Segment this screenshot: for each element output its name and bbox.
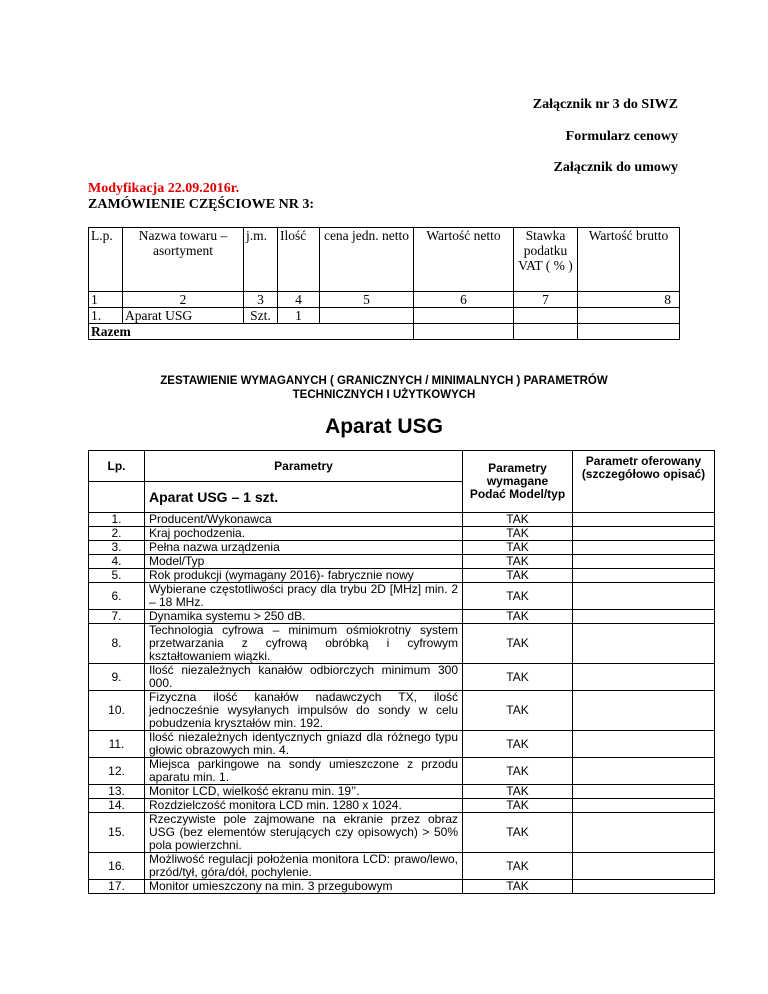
param-lp: 11. [89, 731, 145, 758]
param-offered-input[interactable] [573, 583, 715, 610]
col-offered-header: Parametr oferowany (szczegółowo opisać) [573, 451, 715, 513]
param-offered-input[interactable] [573, 813, 715, 853]
annex-title: Załącznik nr 3 do SIWZ [532, 97, 678, 112]
param-lp: 12. [89, 758, 145, 785]
required-label: Parametry wymagane [486, 461, 549, 488]
param-lp: 15. [89, 813, 145, 853]
total-gross [578, 324, 680, 340]
num-cell: 2 [123, 292, 244, 308]
params-title-line2: TECHNICZNYCH I UŻYTKOWYCH [292, 389, 476, 401]
col-lp: L.p. [89, 228, 123, 292]
param-row [89, 691, 715, 731]
num-cell: 5 [320, 292, 414, 308]
param-offered-input[interactable] [573, 624, 715, 664]
param-offered-input[interactable] [573, 513, 715, 527]
param-required: TAK [463, 691, 573, 731]
param-text: Fizyczna ilość kanałów nadawczych TX, ilość jednocześnie wysyłanych impulsów do sondy w celu pobudzenia kryształów min. 192. [145, 691, 463, 731]
price-header-row [89, 228, 680, 292]
param-text: Producent/Wykonawca [145, 513, 463, 527]
param-lp: 1. [89, 513, 145, 527]
param-offered-input[interactable] [573, 555, 715, 569]
param-row [89, 664, 715, 691]
param-row [89, 880, 715, 894]
col-name: Nazwa towaru – asortyment [123, 228, 244, 292]
param-text: Wybierane częstotliwości pracy dla trybu 2D [MHz] min. 2 – 18 MHz. [145, 583, 463, 610]
col-unit-price: cena jedn. netto [320, 228, 414, 292]
param-lp: 7. [89, 610, 145, 624]
param-required: TAK [463, 785, 573, 799]
num-cell: 8 [578, 292, 680, 308]
param-row [89, 853, 715, 880]
subheader-empty [89, 482, 145, 513]
param-text: Miejsca parkingowe na sondy umieszczone z przodu aparatu min. 1. [145, 758, 463, 785]
num-cell: 4 [278, 292, 320, 308]
col-qty: Ilość [278, 228, 320, 292]
price-number-row [89, 292, 680, 308]
param-lp: 4. [89, 555, 145, 569]
param-required: TAK [463, 555, 573, 569]
param-row [89, 813, 715, 853]
param-text: Dynamika systemu > 250 dB. [145, 610, 463, 624]
item-unit: Szt. [244, 308, 278, 324]
param-lp: 9. [89, 664, 145, 691]
param-text: Monitor umieszczony na min. 3 przegubowym [145, 880, 463, 894]
param-offered-input[interactable] [573, 853, 715, 880]
param-lp: 16. [89, 853, 145, 880]
modification-note: Modyfikacja 22.09.2016r. [88, 181, 240, 196]
item-qty: 1 [278, 308, 320, 324]
col-net-value: Wartość netto [414, 228, 514, 292]
param-offered-input[interactable] [573, 691, 715, 731]
param-text: Monitor LCD, wielkość ekranu min. 19’’. [145, 785, 463, 799]
param-text: Ilość niezależnych identycznych gniazd dla różnego typu głowic obrazowych min. 4. [145, 731, 463, 758]
param-required: TAK [463, 583, 573, 610]
param-row [89, 624, 715, 664]
param-text: Pełna nazwa urządzenia [145, 541, 463, 555]
device-title: Aparat USG [325, 415, 443, 438]
param-row [89, 513, 715, 527]
num-cell: 6 [414, 292, 514, 308]
param-required: TAK [463, 813, 573, 853]
param-offered-input[interactable] [573, 610, 715, 624]
total-net [414, 324, 514, 340]
col-params-header: Parametry [145, 451, 463, 482]
subheader-title: Aparat USG – 1 szt. [145, 482, 463, 513]
param-offered-input[interactable] [573, 664, 715, 691]
col-vat-rate: Stawka podatku VAT ( % ) [514, 228, 578, 292]
param-required: TAK [463, 527, 573, 541]
param-required: TAK [463, 664, 573, 691]
col-required-header [463, 451, 573, 513]
params-title-line1: ZESTAWIENIE WYMAGANYCH ( GRANICZNYCH / MINIMALNYCH ) PARAMETRÓW [160, 375, 608, 387]
num-cell: 7 [514, 292, 578, 308]
num-cell: 1 [89, 292, 123, 308]
param-offered-input[interactable] [573, 569, 715, 583]
param-lp: 5. [89, 569, 145, 583]
param-text: Technologia cyfrowa – minimum ośmiokrotny system przetwarzania z cyfrową obróbką i cyfrowym kształtowaniem wiązki. [145, 624, 463, 664]
param-text: Rozdzielczość monitora LCD min. 1280 x 1024. [145, 799, 463, 813]
param-lp: 13. [89, 785, 145, 799]
param-required: TAK [463, 569, 573, 583]
col-unit: j.m. [244, 228, 278, 292]
param-required: TAK [463, 758, 573, 785]
param-offered-input[interactable] [573, 527, 715, 541]
param-row [89, 758, 715, 785]
contract-annex: Załącznik do umowy [553, 160, 678, 175]
param-row [89, 583, 715, 610]
required-model-label: Podać Model/typ [469, 487, 566, 501]
price-item-row [89, 308, 680, 324]
param-required: TAK [463, 880, 573, 894]
param-required: TAK [463, 610, 573, 624]
params-table [88, 450, 715, 894]
params-section-title [0, 374, 768, 402]
item-name: Aparat USG [123, 308, 244, 324]
param-text: Model/Typ [145, 555, 463, 569]
param-required: TAK [463, 799, 573, 813]
param-offered-input[interactable] [573, 731, 715, 758]
param-lp: 6. [89, 583, 145, 610]
item-vat [514, 308, 578, 324]
param-required: TAK [463, 513, 573, 527]
total-vat [514, 324, 578, 340]
price-total-row [89, 324, 680, 340]
params-header-row [89, 451, 715, 482]
param-offered-input[interactable] [573, 799, 715, 813]
param-text: Rok produkcji (wymagany 2016)- fabrycznie nowy [145, 569, 463, 583]
item-lp: 1. [89, 308, 123, 324]
item-gross [578, 308, 680, 324]
param-text: Kraj pochodzenia. [145, 527, 463, 541]
param-offered-input[interactable] [573, 785, 715, 799]
col-gross-value: Wartość brutto [578, 228, 680, 292]
param-lp: 14. [89, 799, 145, 813]
item-unit-price [320, 308, 414, 324]
param-row [89, 555, 715, 569]
param-row [89, 731, 715, 758]
param-required: TAK [463, 853, 573, 880]
param-lp: 17. [89, 880, 145, 894]
param-row [89, 541, 715, 555]
num-cell: 3 [244, 292, 278, 308]
param-text: Ilość niezależnych kanałów odbiorczych minimum 300 000. [145, 664, 463, 691]
partial-order-title: ZAMÓWIENIE CZĘŚCIOWE NR 3: [88, 197, 314, 212]
item-net-value [414, 308, 514, 324]
param-required: TAK [463, 731, 573, 758]
param-text: Rzeczywiste pole zajmowane na ekranie przez obraz USG (bez elementów sterujących czy opisowych) > 50% pola powierzchni. [145, 813, 463, 853]
param-lp: 3. [89, 541, 145, 555]
param-text: Możliwość regulacji położenia monitora LCD: prawo/lewo, przód/tył, góra/dół, pochylenie. [145, 853, 463, 880]
total-label: Razem [89, 324, 414, 340]
param-offered-input[interactable] [573, 880, 715, 894]
param-required: TAK [463, 541, 573, 555]
param-offered-input[interactable] [573, 758, 715, 785]
param-lp: 2. [89, 527, 145, 541]
form-title: Formularz cenowy [565, 129, 678, 144]
param-lp: 10. [89, 691, 145, 731]
price-table [88, 227, 680, 340]
param-offered-input[interactable] [573, 541, 715, 555]
param-row [89, 527, 715, 541]
param-required: TAK [463, 624, 573, 664]
param-lp: 8. [89, 624, 145, 664]
param-row [89, 610, 715, 624]
param-row [89, 785, 715, 799]
col-lp-header: Lp. [89, 451, 145, 482]
param-row [89, 799, 715, 813]
param-row [89, 569, 715, 583]
